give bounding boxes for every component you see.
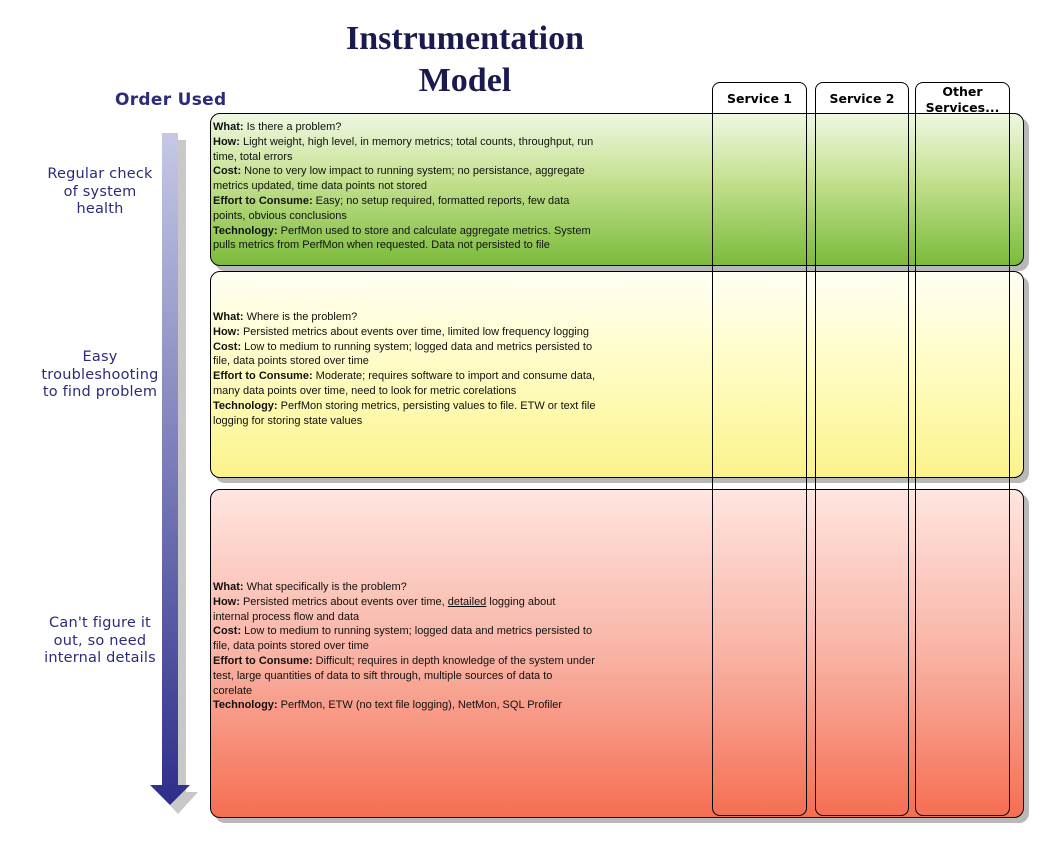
title-line-2: Model xyxy=(418,62,512,99)
title-line-1: Instrumentation xyxy=(345,20,585,57)
band-text-easy-troubleshooting: What: Where is the problem? How: Persisted metrics about events over time, limited low frequency logging Cost: Low to medium to running system; logged data and metrics persisted to file, data points stored over time Effort to Consume: Moderate; requires software to import and consume data, many data points over time, need to look for metric corelations Technology: PerfMon storing metrics, persisting values to file. ETW or text file logging for storing state values xyxy=(213,311,596,427)
order-used-label: Order Used xyxy=(115,90,227,110)
stage-label-health: Regular check of system health xyxy=(47,166,153,217)
service-column-other xyxy=(915,82,1010,816)
stage-label-internal-details: Can't figure it out, so need internal details xyxy=(44,615,156,666)
other-services-header: Other Services... xyxy=(925,84,1000,115)
down-arrow-icon xyxy=(148,130,204,820)
service-1-header: Service 1 xyxy=(726,91,792,106)
stage-label-troubleshooting: Easy troubleshooting to find problem xyxy=(41,349,159,400)
service-2-header: Service 2 xyxy=(829,91,895,106)
service-column-1 xyxy=(712,82,807,816)
page-title xyxy=(300,18,630,102)
band-text-regular-check: What: Is there a problem? How: Light weight, high level, in memory metrics; total counts, throughput, run time, total errors Cost: None to very low impact to running system; no persistance, aggregate metrics updated, time data points not stored Effort to Consume: Easy; no setup required, formatted reports, few data points, obvious conclusions Technology: PerfMon used to store and calculate aggregate metrics. System pulls metrics from PerfMon when requested. Data not persisted to file xyxy=(213,121,594,252)
order-arrow xyxy=(148,130,204,820)
service-column-2 xyxy=(815,82,909,816)
band-text-internal-details: What: What specifically is the problem? How: Persisted metrics about events over time, detailed logging about internal process flow and data Cost: Low to medium to running system; logged data and metrics persisted to file, data points stored over time Effort to Consume: Difficult; requires in depth knowledge of the system under test, large quantities of data to sift through, multiple sources of data to corelate Technology: PerfMon, ETW (no text file logging), NetMon, SQL Profiler xyxy=(213,581,595,712)
